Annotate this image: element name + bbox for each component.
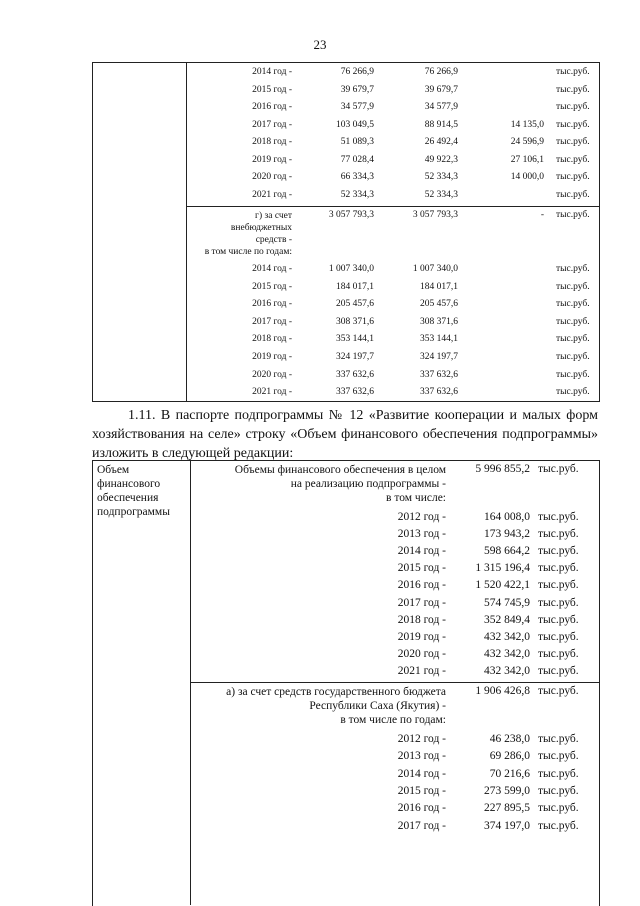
row-total: 324 197,7 bbox=[336, 352, 374, 362]
table-row bbox=[0, 511, 640, 528]
row-col2: 337 632,6 bbox=[420, 387, 458, 398]
table-row bbox=[0, 387, 640, 403]
row-year: 2014 год - bbox=[397, 545, 446, 558]
row-unit: тыс.руб. bbox=[556, 119, 590, 130]
table-row bbox=[0, 370, 640, 386]
row-unit: тыс.руб. bbox=[556, 189, 590, 200]
row-value: 164 008,0 bbox=[484, 511, 530, 523]
row-total: 205 457,6 bbox=[336, 299, 374, 310]
row-value: 432 342,0 bbox=[484, 630, 530, 643]
table-row bbox=[0, 299, 640, 315]
row-unit: тыс.руб. bbox=[556, 369, 590, 380]
row-year: 2012 год - bbox=[397, 511, 446, 523]
row-unit: тыс.руб. bbox=[556, 352, 590, 362]
row-unit: тыс.руб. bbox=[556, 387, 590, 398]
table-row bbox=[0, 102, 640, 118]
table-row bbox=[0, 820, 640, 837]
row-unit: тыс.руб. bbox=[538, 545, 579, 558]
table2-row-separator bbox=[190, 682, 599, 683]
group-g-col3: - bbox=[540, 210, 544, 220]
row-col2: 52 334,3 bbox=[424, 172, 458, 182]
row-col3: 27 106,1 bbox=[510, 154, 544, 165]
table-row bbox=[0, 785, 640, 802]
row-year: 2021 год - bbox=[252, 189, 292, 200]
row-year: 2014 год - bbox=[252, 67, 292, 77]
table-row bbox=[0, 579, 640, 596]
table-row bbox=[0, 597, 640, 614]
row-year: 2015 год - bbox=[252, 84, 292, 95]
row-year: 2014 год - bbox=[252, 264, 292, 274]
row-col2: 88 914,5 bbox=[424, 119, 458, 130]
row-year: 2019 год - bbox=[397, 630, 446, 643]
group-a-value: 1 906 426,8 bbox=[475, 685, 530, 697]
total-unit: тыс.руб. bbox=[538, 463, 579, 475]
row-year: 2021 год - bbox=[252, 387, 292, 398]
total-value: 5 996 855,2 bbox=[475, 463, 530, 475]
row-value: 432 342,0 bbox=[484, 647, 530, 660]
group-g-unit: тыс.руб. bbox=[556, 210, 590, 220]
row-unit: тыс.руб. bbox=[538, 511, 579, 523]
row-value: 574 745,9 bbox=[484, 596, 530, 609]
row-unit: тыс.руб. bbox=[556, 281, 590, 292]
row-total: 103 049,5 bbox=[336, 119, 374, 130]
row-unit: тыс.руб. bbox=[556, 137, 590, 147]
group-a-unit: тыс.руб. bbox=[538, 685, 579, 697]
table-row bbox=[0, 120, 640, 136]
row-unit: тыс.руб. bbox=[538, 528, 579, 541]
row-col2: 353 144,1 bbox=[420, 334, 458, 345]
row-year: 2015 год - bbox=[397, 784, 446, 797]
row-unit: тыс.руб. bbox=[556, 84, 590, 95]
row-total: 39 679,7 bbox=[340, 84, 374, 95]
row-unit: тыс.руб. bbox=[556, 334, 590, 345]
row-unit: тыс.руб. bbox=[538, 596, 579, 609]
row-value: 352 849,4 bbox=[484, 613, 530, 626]
table-row bbox=[0, 334, 640, 350]
row-year: 2015 год - bbox=[397, 562, 446, 575]
row-total: 308 371,6 bbox=[336, 316, 374, 327]
row-year: 2019 год - bbox=[252, 352, 292, 362]
group-a-label: а) за счет средств государственного бюджета Республики Саха (Якутия) - в том числе по годам: bbox=[226, 686, 446, 726]
row-total: 337 632,6 bbox=[336, 369, 374, 380]
row-unit: тыс.руб. bbox=[538, 750, 579, 763]
row-unit: тыс.руб. bbox=[538, 733, 579, 745]
total-value-row bbox=[0, 463, 640, 480]
table-row bbox=[0, 155, 640, 171]
table-row bbox=[0, 614, 640, 631]
row-col2: 39 679,7 bbox=[424, 84, 458, 95]
row-year: 2019 год - bbox=[252, 154, 292, 165]
row-value: 46 238,0 bbox=[489, 733, 530, 745]
row-total: 184 017,1 bbox=[336, 281, 374, 292]
row-year: 2021 год - bbox=[397, 664, 446, 677]
row-value: 69 286,0 bbox=[489, 750, 530, 763]
row-value: 70 216,6 bbox=[489, 767, 530, 780]
table-row bbox=[0, 264, 640, 280]
row-total: 66 334,3 bbox=[340, 172, 374, 182]
row-year: 2018 год - bbox=[252, 334, 292, 345]
amendment-paragraph: 1.11. В паспорте подпрограммы № 12 «Развитие кооперации и малых форм хозяйствования на селе» строку «Объем финансового обеспечения подпрограммы» изложить в следующей редакции: bbox=[92, 408, 598, 461]
row-value: 432 342,0 bbox=[484, 664, 530, 677]
row-col3: 14 000,0 bbox=[510, 172, 544, 182]
row-col2: 337 632,6 bbox=[420, 369, 458, 380]
row-total: 1 007 340,0 bbox=[328, 264, 374, 274]
table1-row-separator bbox=[186, 206, 599, 207]
row-year: 2020 год - bbox=[397, 647, 446, 660]
row-unit: тыс.руб. bbox=[538, 613, 579, 626]
row-unit: тыс.руб. bbox=[556, 264, 590, 274]
row-unit: тыс.руб. bbox=[556, 154, 590, 165]
row-year: 2017 год - bbox=[397, 596, 446, 609]
row-year: 2017 год - bbox=[252, 316, 292, 327]
row-value: 173 943,2 bbox=[484, 528, 530, 541]
row-value: 227 895,5 bbox=[484, 802, 530, 815]
table-row bbox=[0, 282, 640, 298]
row-year: 2016 год - bbox=[397, 579, 446, 592]
table-row bbox=[0, 317, 640, 333]
row-col2: 52 334,3 bbox=[424, 189, 458, 200]
row-total: 353 144,1 bbox=[336, 334, 374, 345]
row-value: 273 599,0 bbox=[484, 784, 530, 797]
row-col2: 26 492,4 bbox=[424, 137, 458, 147]
table-row bbox=[0, 665, 640, 682]
row-unit: тыс.руб. bbox=[538, 784, 579, 797]
row-total: 52 334,3 bbox=[340, 189, 374, 200]
row-unit: тыс.руб. bbox=[556, 102, 590, 112]
group-g-total-row bbox=[0, 210, 640, 226]
page-number: 23 bbox=[313, 37, 327, 52]
row-total: 337 632,6 bbox=[336, 387, 374, 398]
row-value: 1 315 196,4 bbox=[475, 562, 530, 575]
table-row bbox=[0, 768, 640, 785]
group-g-col2: 3 057 793,3 bbox=[412, 210, 458, 220]
row-year: 2017 год - bbox=[397, 819, 446, 832]
row-total: 34 577,9 bbox=[340, 102, 374, 112]
row-year: 2020 год - bbox=[252, 172, 292, 182]
row-year: 2012 год - bbox=[397, 733, 446, 745]
row-unit: тыс.руб. bbox=[538, 630, 579, 643]
table-row bbox=[0, 352, 640, 368]
row-col2: 184 017,1 bbox=[420, 281, 458, 292]
row-col2: 308 371,6 bbox=[420, 316, 458, 327]
group-g-total: 3 057 793,3 bbox=[328, 210, 374, 220]
row-year: 2015 год - bbox=[252, 281, 292, 292]
table-row bbox=[0, 545, 640, 562]
row-unit: тыс.руб. bbox=[556, 299, 590, 310]
row-value: 598 664,2 bbox=[484, 545, 530, 558]
row-year: 2018 год - bbox=[252, 137, 292, 147]
table-row bbox=[0, 562, 640, 579]
total-label: Объемы финансового обеспечения в целом на реализацию подпрограммы - в том числе: bbox=[234, 464, 446, 504]
table-row bbox=[0, 802, 640, 819]
row-total: 51 089,3 bbox=[340, 137, 374, 147]
table-row bbox=[0, 648, 640, 665]
row-col2: 49 922,3 bbox=[424, 154, 458, 165]
group-a-value-row bbox=[0, 685, 640, 702]
row-col2: 76 266,9 bbox=[424, 67, 458, 77]
row-year: 2020 год - bbox=[252, 369, 292, 380]
row-year: 2017 год - bbox=[252, 119, 292, 130]
table-row bbox=[0, 528, 640, 545]
row-year: 2013 год - bbox=[397, 750, 446, 763]
row-col3: 14 135,0 bbox=[510, 119, 544, 130]
row-col2: 1 007 340,0 bbox=[412, 264, 458, 274]
table-row bbox=[0, 172, 640, 188]
table-row bbox=[0, 733, 640, 750]
row-total: 76 266,9 bbox=[340, 67, 374, 77]
table-row bbox=[0, 137, 640, 153]
row-year: 2013 год - bbox=[397, 528, 446, 541]
row-year: 2016 год - bbox=[397, 802, 446, 815]
row-value: 374 197,0 bbox=[484, 819, 530, 832]
row-year: 2018 год - bbox=[397, 613, 446, 626]
table-row bbox=[0, 67, 640, 83]
group-g-label: г) за счет внебюджетных средств - в том числе по годам: bbox=[204, 211, 292, 257]
row-year: 2014 год - bbox=[397, 767, 446, 780]
row-unit: тыс.руб. bbox=[556, 67, 590, 77]
row-unit: тыс.руб. bbox=[538, 802, 579, 815]
row-total: 77 028,4 bbox=[340, 154, 374, 165]
row-unit: тыс.руб. bbox=[538, 664, 579, 677]
row-value: 1 520 422,1 bbox=[475, 579, 530, 592]
table2-row-label: Объем финансового обеспечения подпрограммы bbox=[97, 464, 170, 518]
table-row bbox=[0, 631, 640, 648]
table-row bbox=[0, 85, 640, 101]
row-unit: тыс.руб. bbox=[556, 316, 590, 327]
row-unit: тыс.руб. bbox=[538, 647, 579, 660]
row-unit: тыс.руб. bbox=[556, 172, 590, 182]
row-unit: тыс.руб. bbox=[538, 562, 579, 575]
table-row bbox=[0, 190, 640, 206]
row-col2: 34 577,9 bbox=[424, 102, 458, 112]
row-col2: 205 457,6 bbox=[420, 299, 458, 310]
row-unit: тыс.руб. bbox=[538, 767, 579, 780]
row-unit: тыс.руб. bbox=[538, 819, 579, 832]
table-row bbox=[0, 750, 640, 767]
row-year: 2016 год - bbox=[252, 102, 292, 112]
row-unit: тыс.руб. bbox=[538, 579, 579, 592]
row-col3: 24 596,9 bbox=[510, 137, 544, 147]
row-col2: 324 197,7 bbox=[420, 352, 458, 362]
row-year: 2016 год - bbox=[252, 299, 292, 310]
